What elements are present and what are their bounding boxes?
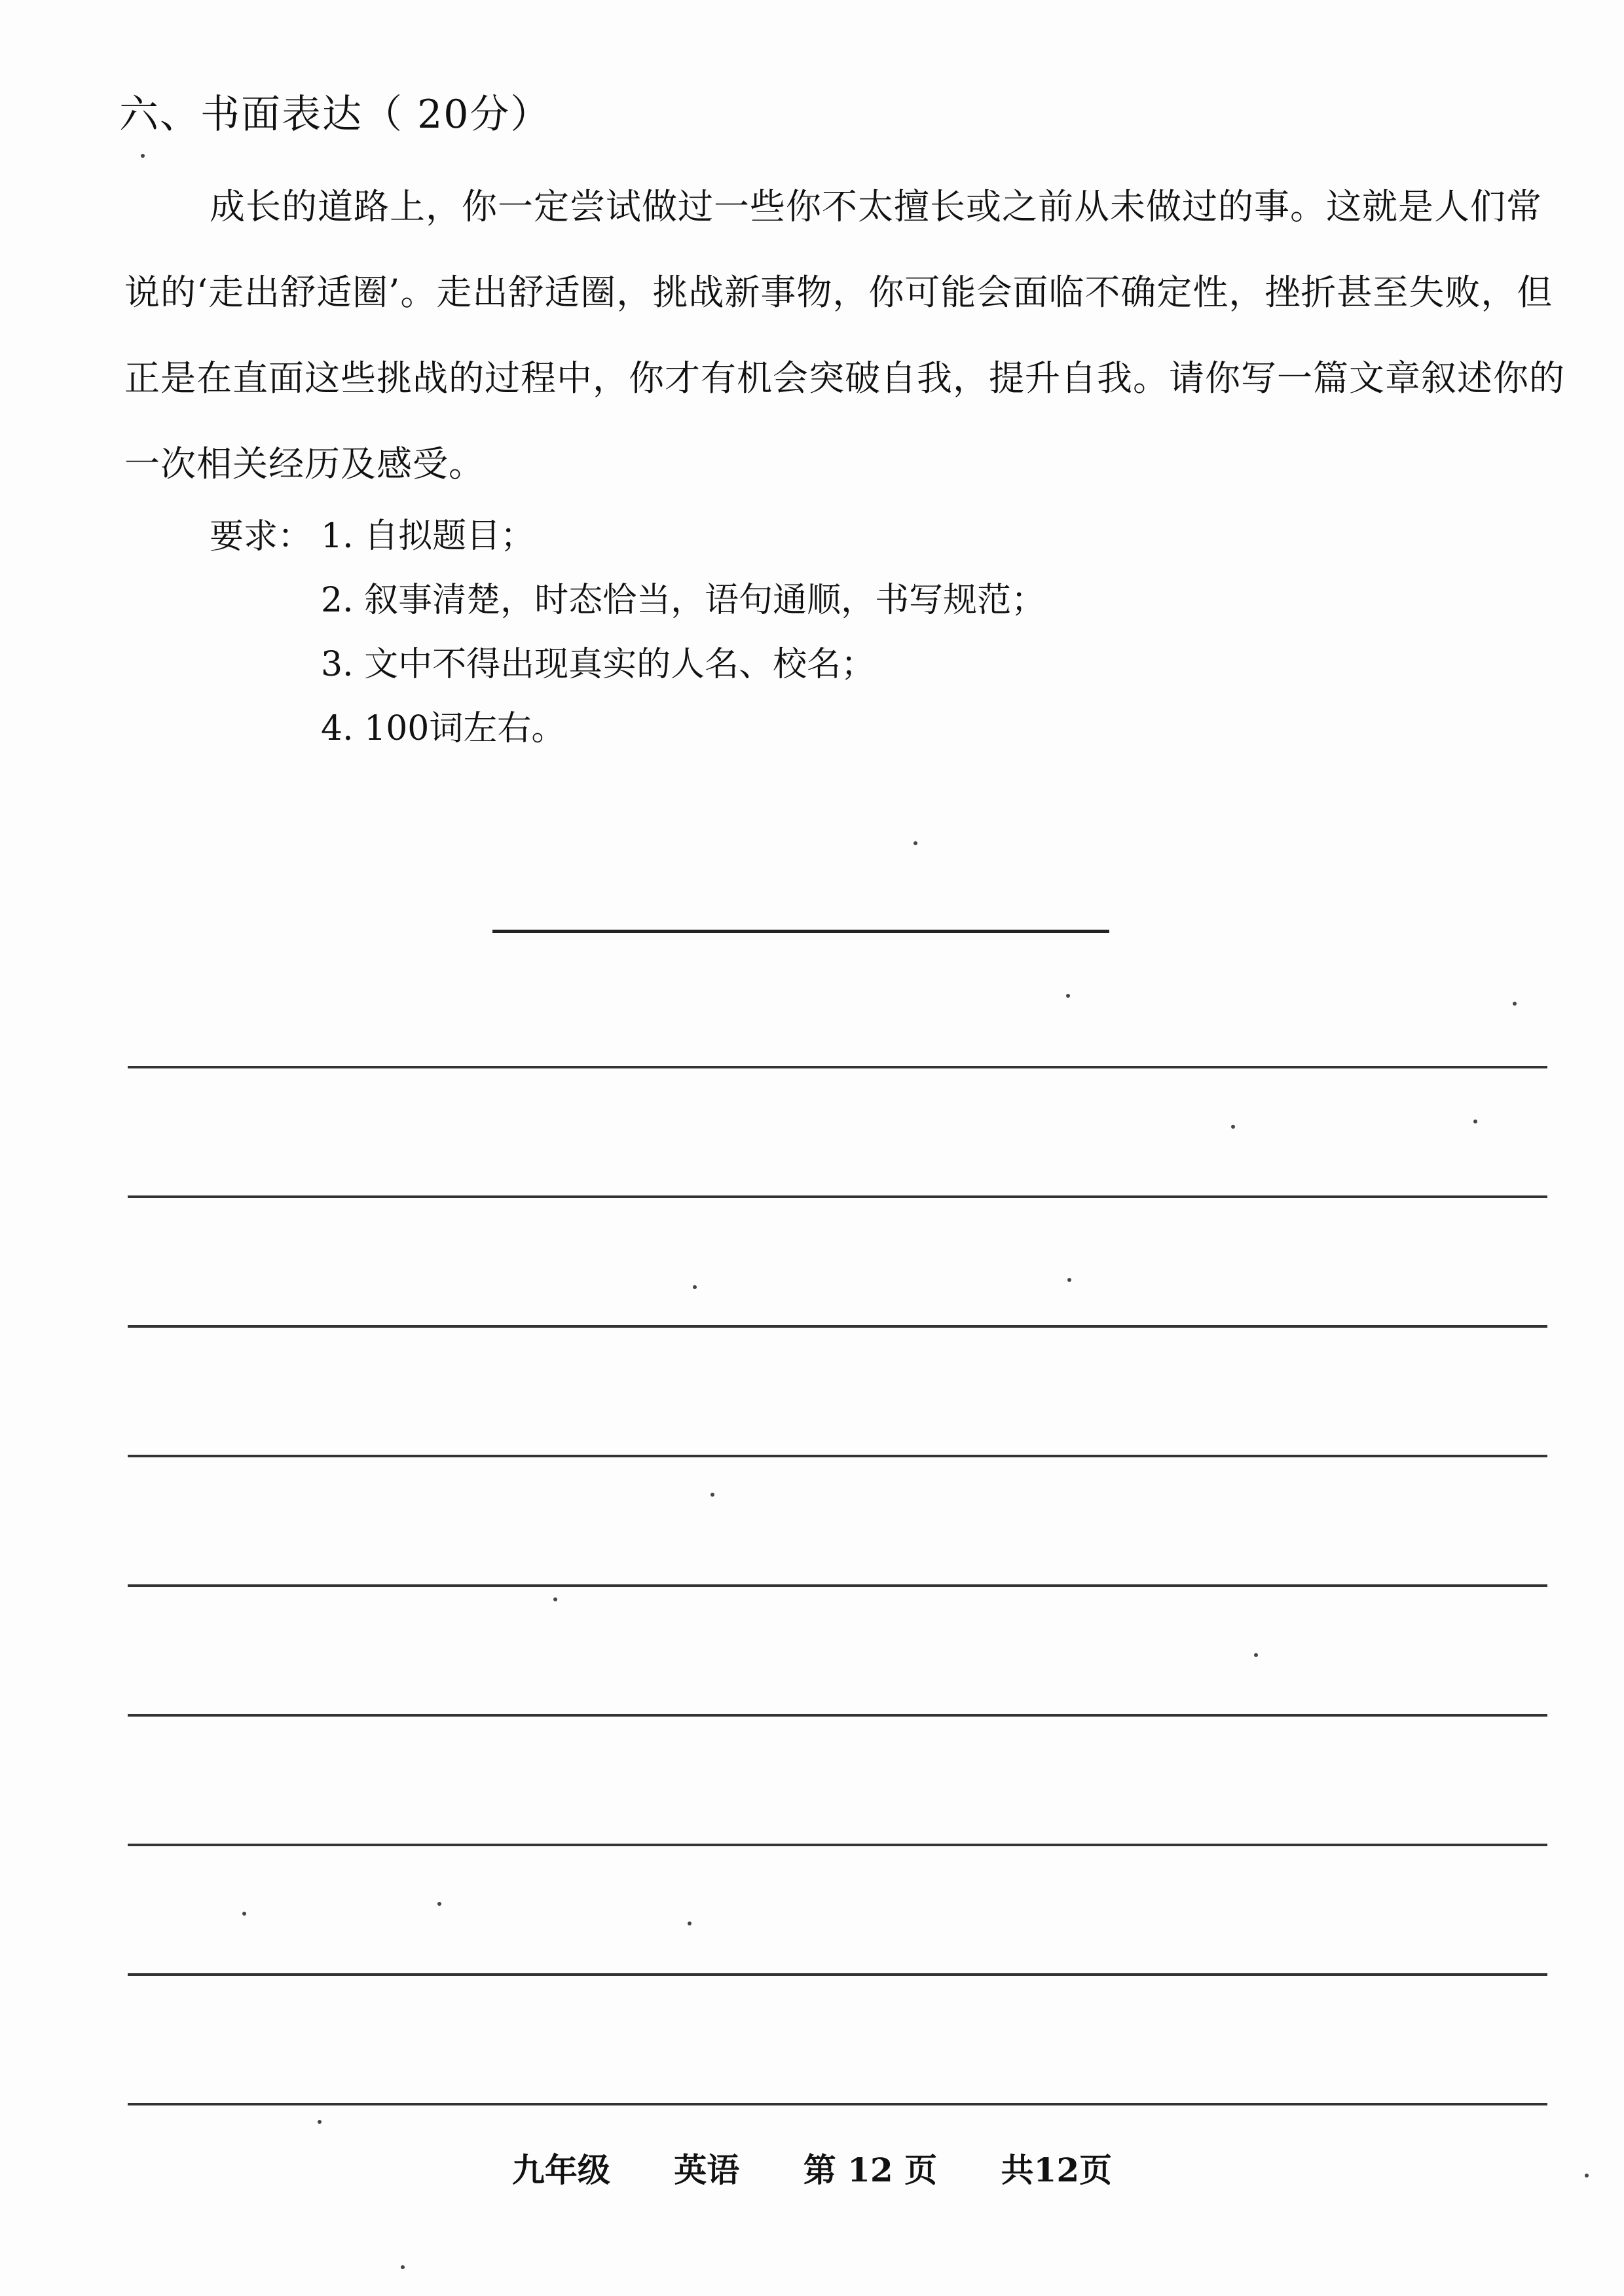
requirements-label: 要求： bbox=[210, 517, 312, 556]
answer-line[interactable] bbox=[128, 1455, 1547, 1457]
scan-speck bbox=[1066, 994, 1070, 998]
scan-speck bbox=[913, 841, 917, 845]
writing-prompt: 成长的道路上，你一定尝试做过一些你不太擅长或之前从未做过的事。这就是人们常说的‘走出舒适圈’。走出舒适圈，挑战新事物，你可能会面临不确定性，挫折甚至失败，但正是在直面这些挑战的过程中，你才有机会突破自我，提升自我。请你写一篇文章叙述你的一次相关经历及感受。 bbox=[124, 186, 1565, 484]
answer-line[interactable] bbox=[128, 2103, 1547, 2105]
requirement-item: 2. 叙事清楚，时态恰当，语句通顺，书写规范； bbox=[321, 581, 1046, 620]
essay-title-line[interactable] bbox=[492, 930, 1109, 933]
answer-line[interactable] bbox=[128, 1714, 1547, 1717]
scan-speck bbox=[1513, 1002, 1517, 1006]
answer-line[interactable] bbox=[128, 1973, 1547, 1976]
scan-speck bbox=[437, 1902, 441, 1906]
scan-speck bbox=[553, 1597, 557, 1601]
scan-speck bbox=[710, 1493, 714, 1497]
scan-speck bbox=[1254, 1653, 1258, 1657]
answer-line[interactable] bbox=[128, 1844, 1547, 1846]
section-title: 六、书面表达（ 20分） bbox=[119, 92, 551, 137]
scan-speck bbox=[1231, 1125, 1235, 1129]
page-footer bbox=[0, 2144, 1624, 2196]
scan-speck bbox=[401, 2265, 405, 2269]
scan-speck bbox=[141, 154, 145, 158]
answer-line[interactable] bbox=[128, 1584, 1547, 1587]
answer-line[interactable] bbox=[128, 1325, 1547, 1328]
answer-line[interactable] bbox=[128, 1195, 1547, 1198]
requirement-item: 4. 100词左右。 bbox=[321, 709, 566, 748]
scan-speck bbox=[688, 1922, 692, 1925]
scan-speck bbox=[1473, 1120, 1477, 1123]
scan-speck bbox=[318, 2120, 322, 2124]
scan-speck bbox=[242, 1912, 246, 1916]
scan-speck bbox=[693, 1285, 697, 1289]
requirement-item: 3. 文中不得出现真实的人名、校名； bbox=[321, 645, 876, 684]
answer-line[interactable] bbox=[128, 1066, 1547, 1068]
footer-page-total: 共12页 bbox=[1001, 2151, 1113, 2189]
scan-speck bbox=[1067, 1278, 1071, 1282]
footer-subject: 英语 bbox=[674, 2151, 740, 2189]
footer-grade: 九年级 bbox=[511, 2151, 610, 2189]
requirement-item: 1. 自拟题目； bbox=[321, 517, 535, 556]
requirements-list bbox=[321, 504, 1045, 761]
footer-page-number: 第 12 页 bbox=[803, 2151, 938, 2189]
